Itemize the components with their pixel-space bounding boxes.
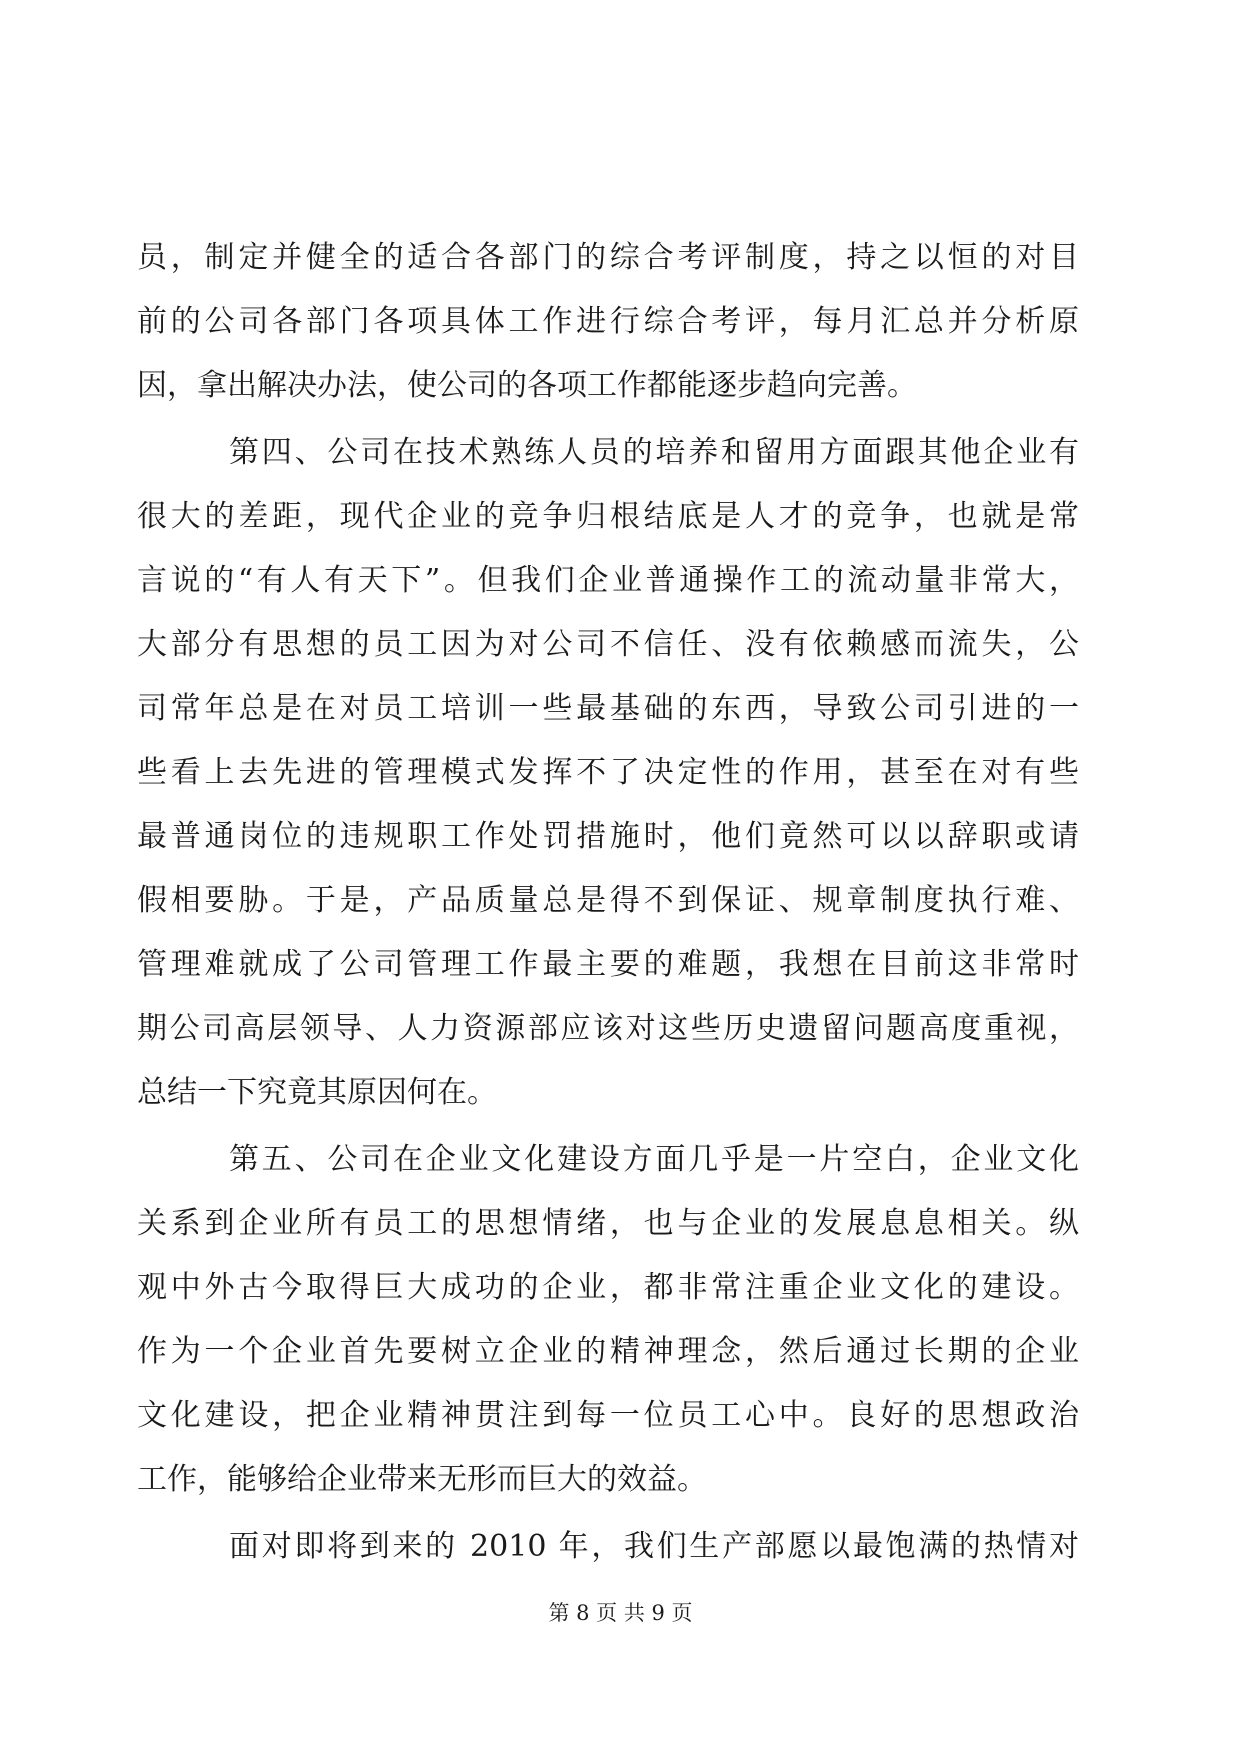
text-line: 前的公司各部门各项具体工作进行综合考评，每月汇总并分析原 [137, 304, 1079, 339]
text-line: 假相要胁。于是，产品质量总是得不到保证、规章制度执行难、 [137, 883, 1079, 918]
text-line: 观中外古今取得巨大成功的企业，都非常注重企业文化的建设。 [137, 1270, 1079, 1305]
paragraph-fourth-point [137, 421, 1079, 1125]
text-line: 员，制定并健全的适合各部门的综合考评制度，持之以恒的对目 [137, 240, 1079, 275]
text-line: 作为一个企业首先要树立企业的精神理念，然后通过长期的企业 [137, 1334, 1079, 1369]
paragraph-fifth-point [137, 1128, 1079, 1512]
text-line: 些看上去先进的管理模式发挥不了决定性的作用，甚至在对有些 [137, 755, 1079, 790]
text-line: 第四、公司在技术熟练人员的培养和留用方面跟其他企业有 [229, 435, 1079, 470]
text-line: 工作，能够给企业带来无形而巨大的效益。 [137, 1462, 707, 1497]
text-line: 大部分有思想的员工因为对公司不信任、没有依赖感而流失，公 [137, 627, 1079, 662]
text-line: 最普通岗位的违规职工作处罚措施时，他们竟然可以以辞职或请 [137, 819, 1079, 854]
document-body [137, 226, 1079, 1579]
text-line: 言说的“有人有天下”。但我们企业普通操作工的流动量非常大， [137, 563, 1079, 598]
paragraph-continuation [137, 226, 1079, 418]
text-line: 很大的差距，现代企业的竞争归根结底是人才的竞争，也就是常 [137, 499, 1079, 534]
text-line: 第五、公司在企业文化建设方面几乎是一片空白，企业文化 [229, 1142, 1079, 1177]
text-line: 关系到企业所有员工的思想情绪，也与企业的发展息息相关。纵 [137, 1206, 1079, 1241]
text-line: 司常年总是在对员工培训一些最基础的东西，导致公司引进的一 [137, 691, 1079, 726]
page-footer: 第 8 页 共 9 页 [548, 1601, 693, 1625]
text-line: 文化建设，把企业精神贯注到每一位员工心中。良好的思想政治 [137, 1398, 1079, 1433]
text-line: 总结一下究竟其原因何在。 [137, 1075, 497, 1110]
text-line: 管理难就成了公司管理工作最主要的难题，我想在目前这非常时 [137, 947, 1079, 982]
text-line: 期公司高层领导、人力资源部应该对这些历史遗留问题高度重视， [137, 1011, 1079, 1046]
paragraph-closing [137, 1515, 1079, 1579]
text-line: 面对即将到来的 2010 年，我们生产部愿以最饱满的热情对 [229, 1529, 1079, 1564]
text-line: 因，拿出解决办法，使公司的各项工作都能逐步趋向完善。 [137, 368, 917, 403]
